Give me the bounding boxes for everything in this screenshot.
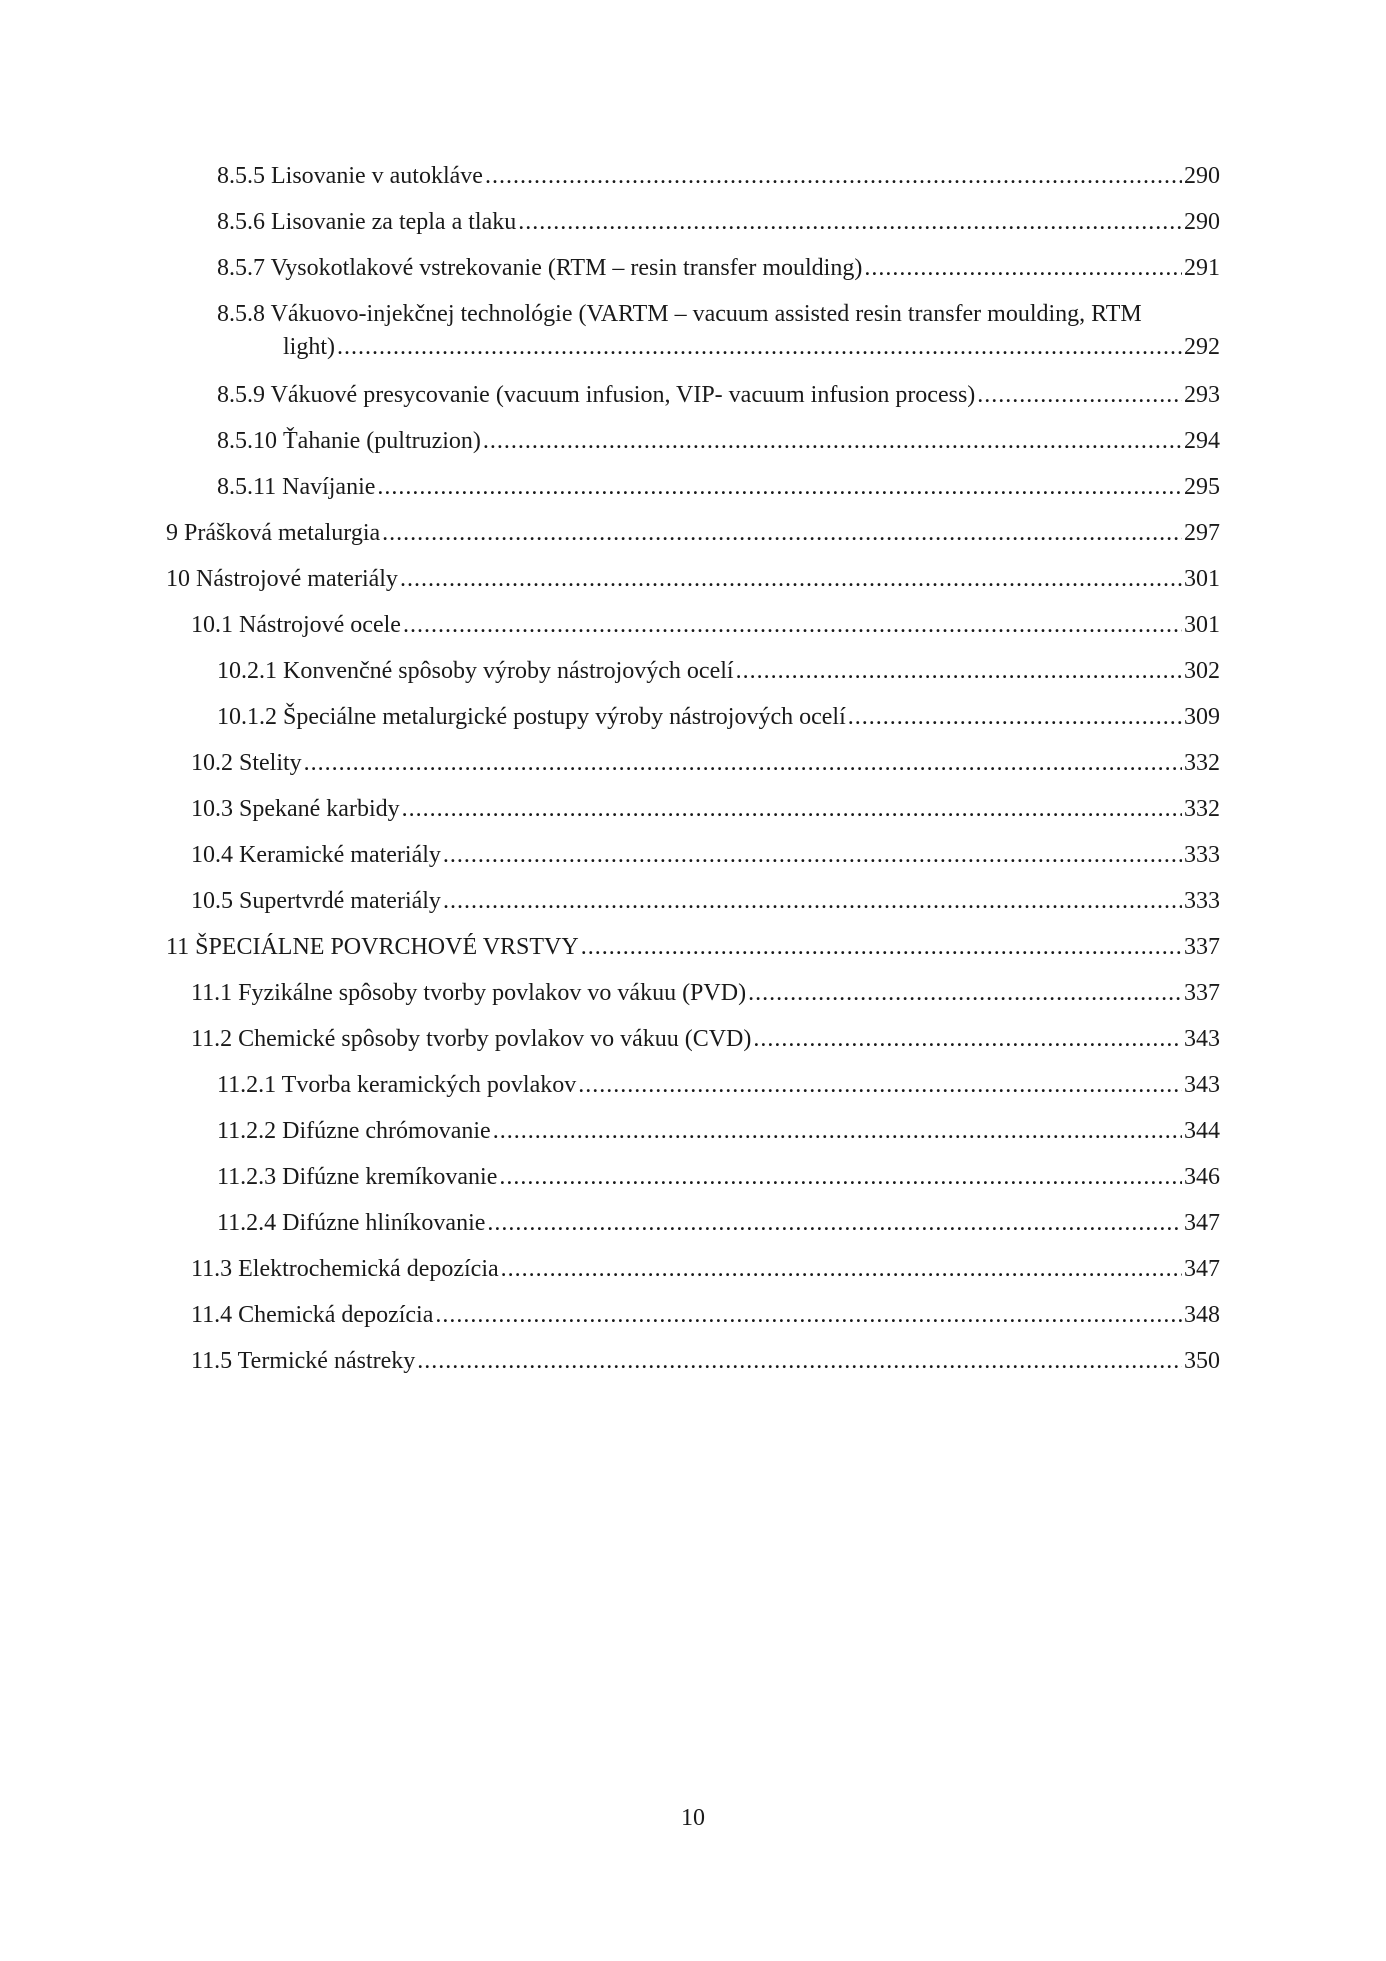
- dot-leader: [736, 655, 1182, 688]
- toc-entry-11-4[interactable]: [191, 1299, 1220, 1332]
- toc-entry-title: 10.5 Supertvrdé materiály: [191, 888, 441, 914]
- toc-entry-10-2[interactable]: [191, 747, 1220, 780]
- toc-entry-title: 11.3 Elektrochemická depozícia: [191, 1256, 499, 1282]
- toc-entry-title: 10.4 Keramické materiály: [191, 842, 441, 868]
- dot-leader: [493, 1115, 1182, 1148]
- dot-leader: [443, 885, 1182, 918]
- toc-entry-8-5-8[interactable]: [217, 298, 1220, 364]
- toc-entry-11-2-1[interactable]: [217, 1069, 1220, 1102]
- dot-leader: [748, 977, 1182, 1010]
- toc-entry-11-2[interactable]: [191, 1023, 1220, 1056]
- toc-entry-title: 8.5.10 Ťahanie (pultruzion): [217, 428, 481, 454]
- toc-entry-11-5[interactable]: [191, 1345, 1220, 1378]
- toc-entry-title: 8.5.5 Lisovanie v autokláve: [217, 163, 483, 189]
- dot-leader: [501, 1253, 1182, 1286]
- toc-entry-title: 11.2.1 Tvorba keramických povlakov: [217, 1072, 577, 1098]
- toc-entry-page: 337: [1184, 934, 1220, 960]
- toc-entry-title: 10.2.1 Konvenčné spôsoby výroby nástrojových ocelí: [217, 658, 734, 684]
- toc-entry-title: 8.5.6 Lisovanie za tepla a tlaku: [217, 209, 517, 235]
- toc-entry-11-1[interactable]: [191, 977, 1220, 1010]
- dot-leader: [848, 701, 1182, 734]
- toc-entry-11[interactable]: [166, 931, 1220, 964]
- toc-entry-page: 347: [1184, 1256, 1220, 1282]
- toc-entry-page: 350: [1184, 1348, 1220, 1374]
- toc-entry-page: 332: [1184, 750, 1220, 776]
- toc-entry-title: 10.1 Nástrojové ocele: [191, 612, 401, 638]
- toc-entry-title: 11.2.4 Difúzne hliníkovanie: [217, 1210, 486, 1236]
- toc-entry-title: 11.1 Fyzikálne spôsoby tvorby povlakov vo vákuu (PVD): [191, 980, 747, 1006]
- toc-entry-10-1-2[interactable]: [217, 701, 1220, 734]
- dot-leader: [400, 563, 1182, 596]
- toc-entry-11-2-2[interactable]: [217, 1115, 1220, 1148]
- toc-entry-title: 10 Nástrojové materiály: [166, 566, 398, 592]
- toc-entry-page: 302: [1184, 658, 1220, 684]
- dot-leader: [518, 206, 1182, 239]
- dot-leader: [304, 747, 1182, 780]
- toc-entry-10[interactable]: [166, 563, 1220, 596]
- dot-leader: [443, 839, 1182, 872]
- toc-entry-title: 8.5.11 Navíjanie: [217, 474, 376, 500]
- toc-entry-page: 332: [1184, 796, 1220, 822]
- toc-entry-11-3[interactable]: [191, 1253, 1220, 1286]
- toc-entry-10-4[interactable]: [191, 839, 1220, 872]
- toc-entry-title: 10.3 Spekané karbidy: [191, 796, 400, 822]
- toc-entry-title: 8.5.7 Vysokotlakové vstrekovanie (RTM – resin transfer moulding): [217, 255, 863, 281]
- dot-leader: [337, 331, 1182, 364]
- toc-entry-page: 290: [1184, 163, 1220, 189]
- dot-leader: [499, 1161, 1182, 1194]
- toc-entry-title: 9 Prášková metalurgia: [166, 520, 381, 546]
- toc-entry-title-continued: light): [283, 334, 335, 360]
- toc-entry-page: 295: [1184, 474, 1220, 500]
- toc-entry-title: 11 ŠPECIÁLNE POVRCHOVÉ VRSTVY: [166, 934, 579, 960]
- toc-entry-9[interactable]: [166, 517, 1220, 550]
- toc-entry-title: 8.5.9 Vákuové presycovanie (vacuum infusion, VIP- vacuum infusion process): [217, 382, 976, 408]
- dot-leader: [581, 931, 1182, 964]
- toc-entry-11-2-3[interactable]: [217, 1161, 1220, 1194]
- toc-entry-title: 10.1.2 Špeciálne metalurgické postupy výroby nástrojových ocelí: [217, 704, 846, 730]
- toc-entry-page: 333: [1184, 842, 1220, 868]
- toc-entry-10-5[interactable]: [191, 885, 1220, 918]
- toc-entry-title: 8.5.8 Vákuovo-injekčnej technológie (VARTM – vacuum assisted resin transfer moulding, RTM: [217, 301, 1142, 327]
- toc-entry-page: 343: [1184, 1072, 1220, 1098]
- toc-entry-page: 291: [1184, 255, 1220, 281]
- dot-leader: [578, 1069, 1182, 1102]
- toc-entry-title: 11.5 Termické nástreky: [191, 1348, 416, 1374]
- toc-entry-title: 11.2 Chemické spôsoby tvorby povlakov vo vákuu (CVD): [191, 1026, 752, 1052]
- toc-entry-8-5-11[interactable]: [217, 471, 1220, 504]
- dot-leader: [377, 471, 1182, 504]
- dot-leader: [485, 160, 1182, 193]
- toc-entry-page: 297: [1184, 520, 1220, 546]
- dot-leader: [753, 1023, 1182, 1056]
- toc-entry-8-5-7[interactable]: [217, 252, 1220, 285]
- toc-entry-page: 333: [1184, 888, 1220, 914]
- toc-entry-page: 347: [1184, 1210, 1220, 1236]
- toc-entry-page: 337: [1184, 980, 1220, 1006]
- toc-entry-title: 11.2.3 Difúzne kremíkovanie: [217, 1164, 498, 1190]
- toc-entry-page: 309: [1184, 704, 1220, 730]
- toc-entry-8-5-5[interactable]: [217, 160, 1220, 193]
- toc-entry-10-3[interactable]: [191, 793, 1220, 826]
- toc-entry-title: 10.2 Stelity: [191, 750, 302, 776]
- dot-leader: [483, 425, 1182, 458]
- page-number: 10: [681, 1805, 705, 1831]
- dot-leader: [487, 1207, 1182, 1240]
- toc-entry-8-5-9[interactable]: [217, 379, 1220, 412]
- toc-entry-title: 11.2.2 Difúzne chrómovanie: [217, 1118, 491, 1144]
- dot-leader: [435, 1299, 1182, 1332]
- dot-leader: [382, 517, 1182, 550]
- toc-entry-title: 11.4 Chemická depozícia: [191, 1302, 434, 1328]
- dot-leader: [417, 1345, 1182, 1378]
- toc-entry-10-2-1[interactable]: [217, 655, 1220, 688]
- toc-entry-8-5-6[interactable]: [217, 206, 1220, 239]
- dot-leader: [977, 379, 1182, 412]
- toc-entry-page: 290: [1184, 209, 1220, 235]
- toc-entry-page: 348: [1184, 1302, 1220, 1328]
- toc-entry-page: 301: [1184, 566, 1220, 592]
- dot-leader: [864, 252, 1182, 285]
- toc-entry-10-1[interactable]: [191, 609, 1220, 642]
- toc-entry-page: 343: [1184, 1026, 1220, 1052]
- toc-entry-page: 293: [1184, 382, 1220, 408]
- dot-leader: [403, 609, 1182, 642]
- toc-entry-page: 346: [1184, 1164, 1220, 1190]
- toc-entry-11-2-4[interactable]: [217, 1207, 1220, 1240]
- dot-leader: [402, 793, 1182, 826]
- toc-entry-page: 292: [1184, 334, 1220, 360]
- toc-entry-8-5-10[interactable]: [217, 425, 1220, 458]
- toc-entry-page: 294: [1184, 428, 1220, 454]
- toc-entry-page: 301: [1184, 612, 1220, 638]
- toc-entry-page: 344: [1184, 1118, 1220, 1144]
